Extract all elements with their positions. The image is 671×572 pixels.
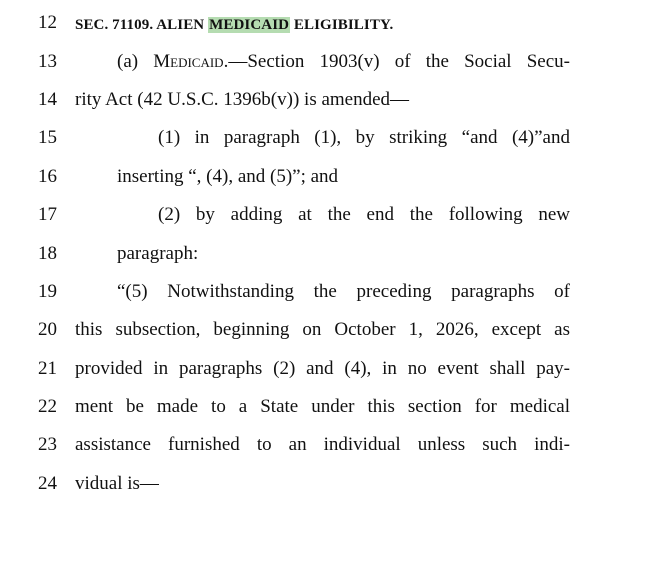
line-text: assistance furnished to an individual unless such indi- — [75, 434, 570, 455]
section-heading-prefix: SEC. 71109. ALIEN — [75, 17, 209, 33]
line-number: 23 — [38, 434, 57, 455]
line-number: 13 — [38, 51, 57, 72]
bill-line — [0, 243, 671, 281]
line-number: 15 — [38, 127, 57, 148]
line-text: this subsection, beginning on October 1, 2026, except as — [75, 319, 570, 340]
bill-line — [0, 281, 671, 319]
line-text: (1) in paragraph (1), by striking “and (4)”and — [158, 127, 570, 148]
section-heading-suffix: ELIGIBILITY. — [290, 17, 394, 33]
bill-line — [0, 89, 671, 127]
subsection-text: .—Section 1903(v) of the Social Secu- — [223, 51, 570, 72]
line-number: 21 — [38, 358, 57, 379]
line-number: 17 — [38, 204, 57, 225]
line-text: vidual is— — [75, 473, 159, 494]
line-text: inserting “, (4), and (5)”; and — [117, 166, 339, 187]
bill-line — [0, 358, 671, 396]
line-number: 19 — [38, 281, 57, 302]
bill-line — [0, 319, 671, 357]
bill-line — [0, 127, 671, 165]
line-text: rity Act (42 U.S.C. 1396b(v)) is amended— — [75, 89, 410, 110]
bill-line — [0, 12, 671, 50]
line-text: ment be made to a State under this section for medical — [75, 396, 570, 417]
bill-line — [0, 434, 671, 472]
line-number: 12 — [38, 12, 57, 33]
highlighted-term: MEDICAID — [209, 17, 290, 33]
line-number: 14 — [38, 89, 57, 110]
line-number: 20 — [38, 319, 57, 340]
bill-line — [0, 396, 671, 434]
bill-line — [0, 51, 671, 89]
line-number: 24 — [38, 473, 57, 494]
line-number: 22 — [38, 396, 57, 417]
line-text: paragraph: — [117, 243, 199, 264]
bill-line — [0, 204, 671, 242]
line-text: (2) by adding at the end the following new — [158, 204, 570, 225]
line-text: “(5) Notwithstanding the preceding paragraphs of — [117, 281, 570, 302]
bill-line — [0, 473, 671, 511]
subsection-label: (a) — [117, 51, 154, 72]
line-text — [117, 51, 570, 73]
section-heading — [75, 14, 393, 36]
line-number: 18 — [38, 243, 57, 264]
line-text: provided in paragraphs (2) and (4), in no event shall pay- — [75, 358, 570, 379]
line-number: 16 — [38, 166, 57, 187]
bill-line — [0, 166, 671, 204]
subsection-heading: Medicaid — [153, 51, 224, 72]
